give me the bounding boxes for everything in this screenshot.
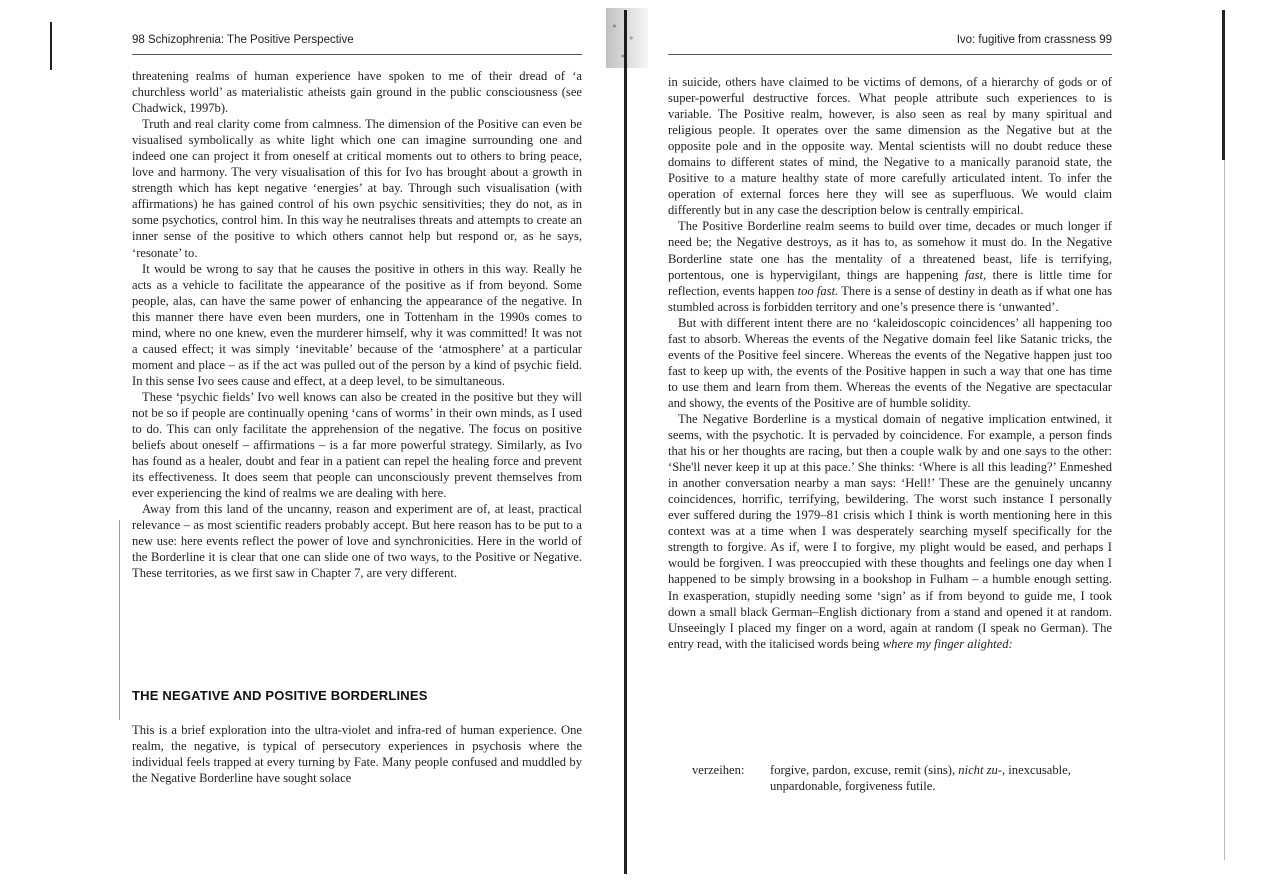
header-rule-left (132, 54, 582, 55)
paragraph: threatening realms of human experience have spoken to me of their dread of ‘a churchless world’ as materialistic atheists gain ground in the public consciousness (see Chadwick, 1997b). (132, 69, 582, 116)
left-body-text (132, 68, 582, 582)
definition-text: inexcusable, unpardonable, forgiveness futile. (770, 763, 1071, 793)
right-scan-edge-faint (1224, 160, 1225, 860)
italic-text: where my finger alighted: (882, 636, 1013, 651)
running-head-left: 98 Schizophrenia: The Positive Perspective (132, 34, 354, 46)
left-margin-line (119, 520, 120, 720)
center-gutter (624, 10, 627, 874)
paragraph: But with different intent there are no ‘kaleidoscopic coincidences’ all happening too fast to absorb. Whereas the events of the Negative domain feel like Satanic tricks, the events of the Positive feel sincere. Whereas the events of the Negative happen just too fast to keep up with, the events of the Positive happen in such a way that one has time to use them and learn from them. Whereas the events of the Negative are spectacular and showy, the events of the Positive are of humble solidity. (668, 315, 1112, 410)
paragraph: This is a brief exploration into the ultra-violet and infra-red of human experience. One realm, the negative, is typical of persecutory experiences in psychosis where the individual feels trapped at every turning by Fate. Many people confused and muddled by the Negative Borderline have sought solace (132, 723, 582, 786)
right-body-text (668, 74, 1112, 652)
paragraph-text: The Positive Borderline realm seems to build over time, decades or much longer if need be; the Negative destroys, as it has to, as somehow it must do. In the Negative Borderline state one has the mentality of a threatened beast, life is terrifying, portentous, one is hypervigilant, things are happening (668, 219, 1112, 282)
left-scan-edge (50, 22, 52, 70)
header-rule-right (668, 54, 1112, 55)
paragraph-text: There is a sense of destiny in death as if what one has stumbled across is forbidden territory and one’s presence there is ‘unwanted’. (668, 283, 1112, 314)
gutter-scan-noise (606, 8, 648, 68)
running-head-right: Ivo: fugitive from crassness 99 (956, 34, 1112, 46)
paragraph: in suicide, others have claimed to be victims of demons, of a hierarchy of gods or of super-powerful destructive forces. What people attribute such experiences to is variable. The Positive realm, however, is also seen as real by many spiritual and religious people. It operates over the same dimension as the Negative but at the opposite pole and in the opposite way. Mental scientists will no doubt reduce these domains to different states of mind, the Negative to a manically paranoid state, the Positive to a mature healthy state of more carefully articulated intent. To infer the operation of external forces here they will see as superfluous. We would claim differently but in any case the description below is centrally empirical. (668, 75, 1112, 218)
right-scan-edge (1222, 10, 1225, 160)
dictionary-definition (770, 762, 1112, 794)
dictionary-entry (692, 762, 1112, 794)
section-heading: THE NEGATIVE AND POSITIVE BORDERLINES (132, 688, 428, 703)
paragraph (668, 218, 1112, 314)
italic-text: fast, (964, 267, 987, 282)
paragraph (668, 411, 1112, 652)
paragraph: Truth and real clarity come from calmness. The dimension of the Positive can even be visualised symbolically as white light which one can imagine surrounding one and indeed one can project it from oneself at critical moments out to others to bring peace, love and harmony. The very visualisation of this for Ivo has brought about a growth in strength which has kept negative ‘energies’ at bay. Through such visualisation (with affirmations) he has gained control of his own psychic sensitivities; they do not, as in some psychotics, control him. In this way he neutralises threats and attempts to create an inner sense of the positive to which others cannot help but respond or, as he says, ‘resonate’ to. (132, 117, 582, 260)
paragraph: It would be wrong to say that he causes the positive in others in this way. Really he acts as a vehicle to facilitate the appearance of the positive as if from beyond. Some people, alas, can have the same power of enhancing the appearance of the negative. In this manner there have even been murders, one in Tottenham in the 1990s comes to mind, where no one knew, even the murderer himself, why it was committed! It was not a caused effect; it was simply ‘inevitable’ because of the ‘atmosphere’ at a particular moment and place – as if the act was pulled out of the person by a kind of psychic field. In this sense Ivo sees cause and effect, at a deep level, to be simultaneous. (132, 261, 582, 388)
paragraph: Away from this land of the uncanny, reason and experiment are of, at least, practical relevance – as most scientific readers probably accept. But here reason has to be put to a new use: here events reflect the power of love and synchronicities. Here in the world of the Borderline it is clear that one can slide one of two ways, to the Positive or Negative. These territories, as we first saw in Chapter 7, are very different. (132, 502, 582, 581)
paragraph: These ‘psychic fields’ Ivo well knows can also be created in the positive but they will not be so if people are continually opening ‘cans of worms’ in their own minds, as I used to do. This can only facilitate the apprehension of the negative. The focus on positive beliefs about oneself – affirmations – is a far more powerful strategy. Similarly, as Ivo has found as a healer, doubt and fear in a patient can repel the healing force and prevent its effectiveness. It does seem that people can unconsciously prevent themselves from ever experiencing the kind of realms we are dealing with here. (132, 389, 582, 501)
paragraph-text: The Negative Borderline is a mystical domain of negative implication entwined, it seems, with the psychotic. It is pervaded by coincidence. For example, a person finds that his or her thoughts are racing, but then a couple walk by and one says to the other: ‘She'll never keep it up at this pace.’ She thinks: ‘Where is all this leading?’ Enmeshed in another conversation nearby a man says: ‘Hell!’ These are the genuinely uncanny coincidences, horrific, terrifying, bewildering. The worst such instance I personally ever suffered during the 1979–81 crisis which I think is worth mentioning here in this context was at a time when I was desperately searching myself specifically for the strength to forgive. As if, were I to forgive, my plight would be eased, and perhaps I would be forgiven. I was preoccupied with these thoughts and feelings one day when I happened to be simply browsing in a bookshop in Fulham – a humble enough setting. In exasperation, stupidly needing some ‘sign’ as if from beyond to guide me, I took down a small black German–English dictionary from a stand and opened it at random. Unseeingly I placed my finger on a word, again at random (I speak no German). The entry read, with the italicised words being (668, 411, 1112, 651)
italic-text: nicht zu-, (958, 763, 1006, 777)
paragraph-text: there is little time for reflection, events happen (668, 267, 1112, 298)
definition-text: forgive, pardon, excuse, remit (sins), (770, 763, 959, 777)
section-body-text (132, 722, 582, 786)
italic-text: too fast. (797, 283, 839, 298)
dictionary-term: verzeihen: (692, 763, 745, 777)
